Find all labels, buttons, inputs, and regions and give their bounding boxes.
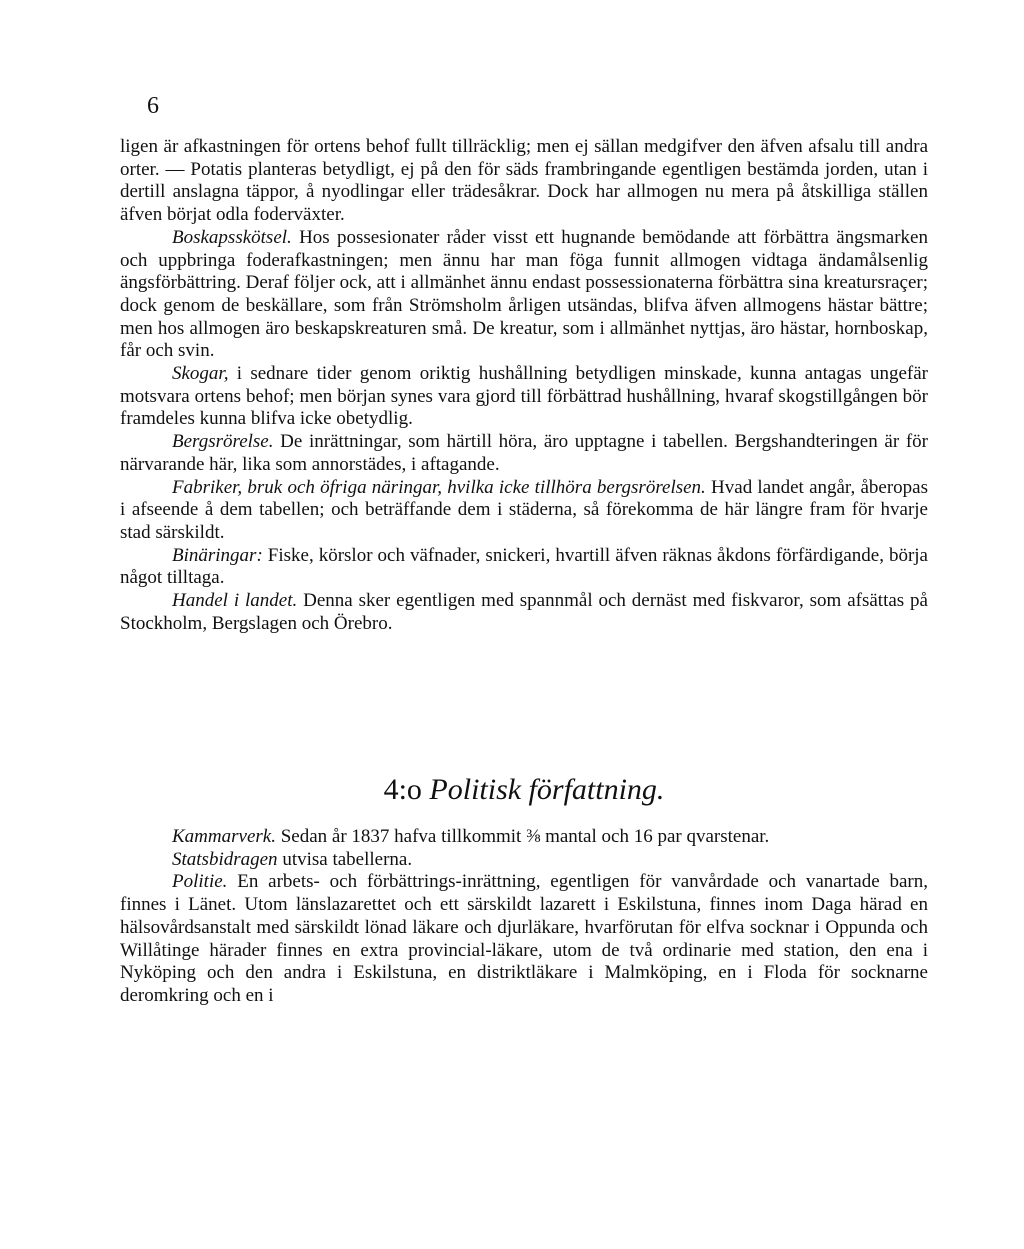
paragraph-mining — [120, 431, 928, 476]
rubric-factories: Fabriker, bruk och öfriga näringar, hvilka icke tillhöra bergsrörelsen. — [172, 476, 706, 498]
section-title: Politisk författning. — [429, 773, 665, 806]
rubric-state-grants: Statsbidragen — [172, 848, 278, 870]
paragraph-forests — [120, 363, 928, 431]
paragraph-text: utvisa tabellerna. — [277, 848, 413, 870]
paragraph-text: Hos possesionater råder visst ett hugnande bemödande att förbättra ängsmarken och uppbringa foderafkastningen; men ännu har man föga funnit allmogen vidtaga ändamålsenlig ängsförbättring. Deraf följer ock, att i allmänhet ännu endast possessionaterna förbättra sina kreatursraçer; dock genom de beskällare, som från Strömsholm årligen utsändas, blifva äfven allmogens hästar bättre; men hos allmogen äro beskapskreaturen små. De kreatur, som i allmänhet nyttjas, äro hästar, hornboskap, får och svin. — [120, 226, 928, 362]
paragraph-cameral — [120, 826, 928, 849]
paragraph-police — [120, 871, 928, 1007]
section-4-body — [120, 826, 928, 1008]
paragraph-text: Fiske, körslor och väfnader, snickeri, hvartill äfven räknas åkdons förfärdigande, börja något tilltaga. — [120, 544, 928, 589]
paragraph-text: i sednare tider genom oriktig hushållning betydligen minskade, kunna antagas ungefär motsvara ortens behof; men början synes vara gjord till förbättrad hushållning, hvaraf skogstillgången bör framdeles kunna blifva icke obetydlig. — [120, 363, 928, 430]
section-number: 4:o — [383, 773, 430, 806]
rubric-cameral: Kammarverk. — [172, 826, 276, 847]
paragraph-side-trades — [120, 545, 928, 590]
paragraph-trade — [120, 590, 928, 635]
section-3-body — [120, 136, 928, 635]
paragraph-text: En arbets- och förbättrings-inrättning, egentligen för vanvårdade och vanartade barn, finnes i Länet. Utom länslazarettet och ett särskildt lazarett i Eskilstuna, finnes inom Daga härad en hälsovårdsanstalt med särskildt lönad läkare och djurläkare, hvarförutan för elfva socknar i Oppunda och Willåtinge härader finnes en extra provincial-läkare, utom de två ordinarie med station, den ena i Nyköping och den andra i Eskilstuna, en distriktläkare i Malmköping, en i Floda för socknarne deromkring och en i — [120, 871, 928, 1006]
paragraph-text: Sedan år 1837 hafva tillkommit ⅜ mantal och 16 par qvarstenar. — [275, 826, 770, 847]
paragraph-factories — [120, 477, 928, 545]
rubric-police: Politie. — [172, 871, 228, 893]
page-number: 6 — [147, 93, 159, 119]
rubric-trade: Handel i landet. — [172, 590, 298, 612]
rubric-side-trades: Binäringar: — [172, 544, 263, 566]
paragraph-text: Denna sker egentligen med spannmål och dernäst med fiskvaror, som afsättas på Stockholm, Bergslagen och Örebro. — [120, 590, 928, 634]
rubric-mining: Bergsrörelse. — [172, 431, 274, 453]
rubric-forests: Skogar, — [172, 363, 229, 385]
paragraph-text: De inrättningar, som härtill höra, äro upptagne i tabellen. Bergshandteringen är för närvarande här, lika som annorstädes, i aftagande. — [120, 431, 928, 475]
paragraph-crops — [120, 136, 928, 227]
paragraph-text: Hvad landet angår, åberopas i afseende å dem tabellen; och beträffande dem i städerna, så förekomma de här längre fram för hvarje stad särskildt. — [120, 476, 928, 543]
paragraph-text: ligen är afkastningen för ortens behof fullt tillräcklig; men ej sällan medgifver den äfven afsalu till andra orter. — Potatis planteras betydligt, ej på den för säds frambringande egentligen bestämda jorden, utan i dertill anslagna täppor, å nyodlingar eller trädesåkrar. Dock har allmogen nu mera på åtskilliga ställen äfven börjat odla foderväxter. — [120, 136, 928, 226]
paragraph-state-grants — [120, 849, 928, 872]
rubric-livestock: Boskapsskötsel. — [172, 226, 292, 248]
paragraph-livestock — [120, 227, 928, 363]
section-heading — [120, 772, 928, 808]
